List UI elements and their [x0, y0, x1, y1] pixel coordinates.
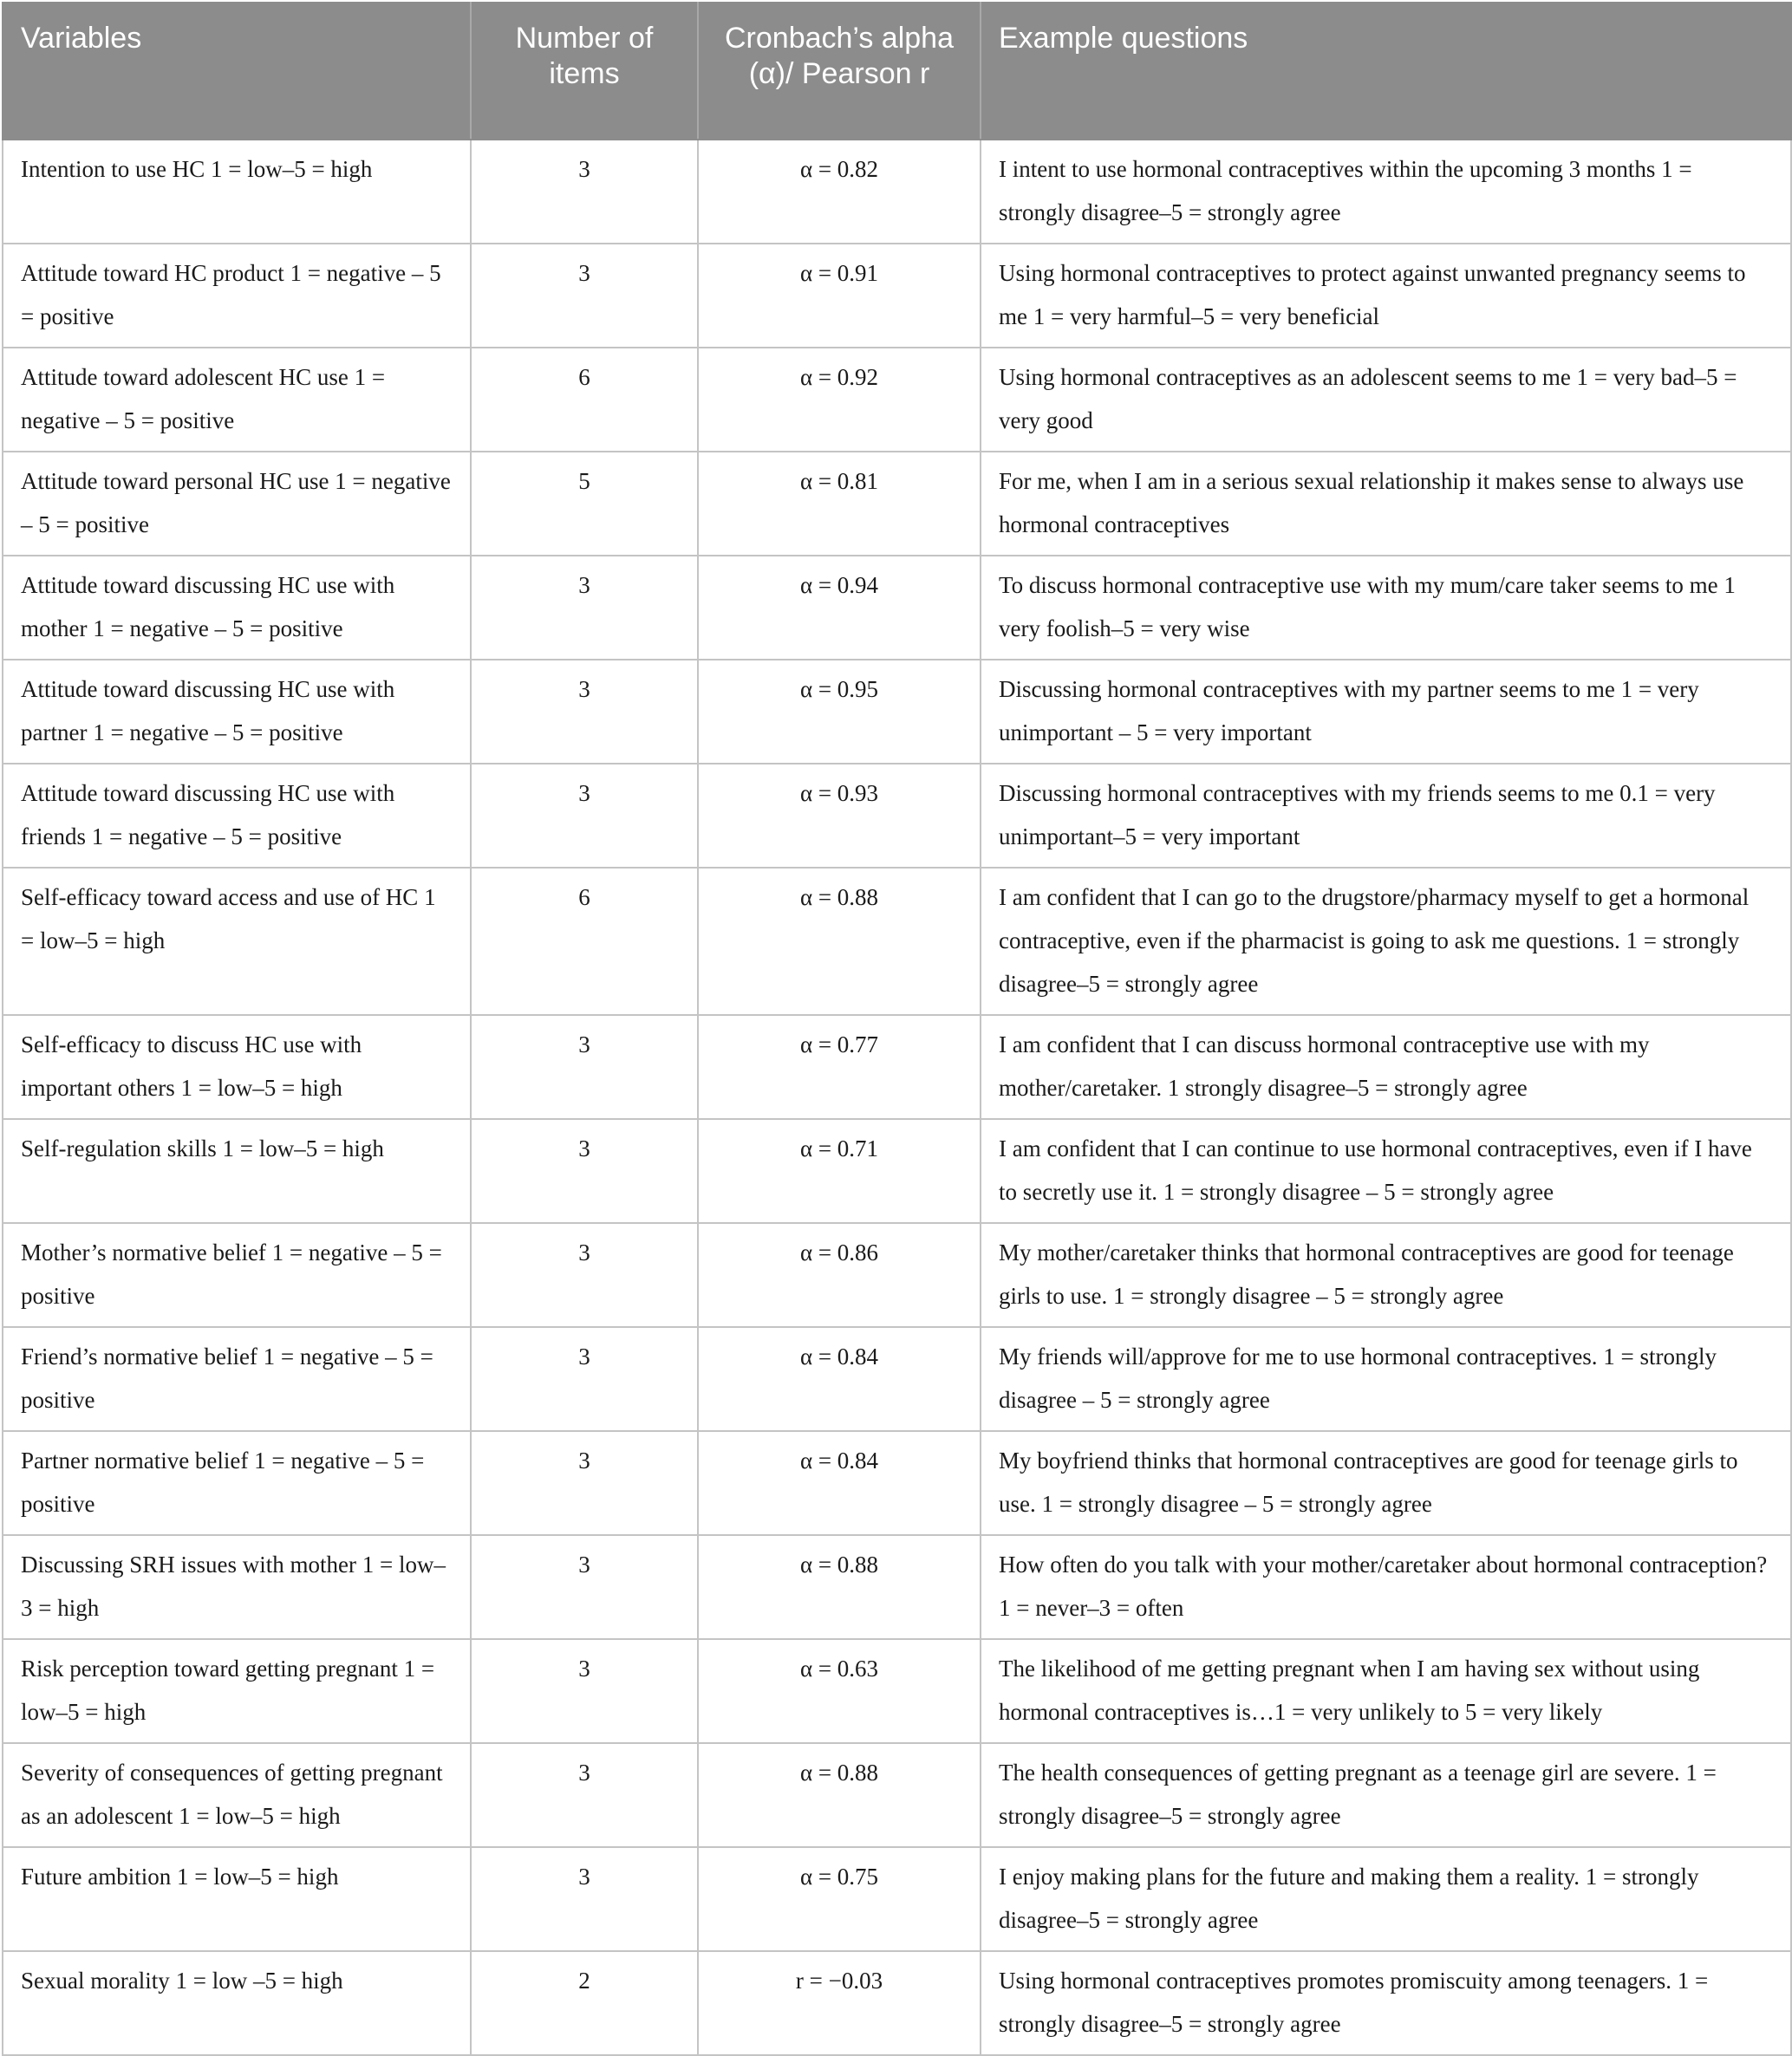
header-number-of-items: Number of items: [471, 3, 698, 140]
alpha-cell: α = 0.84: [698, 1431, 981, 1535]
table-row: [3, 452, 1791, 556]
table-row: [3, 244, 1791, 348]
table-row: [3, 140, 1791, 244]
table-row: [3, 1951, 1791, 2055]
table-row: [3, 1743, 1791, 1847]
alpha-cell: r = −0.03: [698, 1951, 981, 2055]
table-row: [3, 1015, 1791, 1119]
alpha-cell: α = 0.82: [698, 140, 981, 244]
measures-table: [2, 2, 1792, 2056]
items-cell: 3: [471, 1327, 698, 1431]
alpha-cell: α = 0.63: [698, 1639, 981, 1743]
table-row: [3, 764, 1791, 868]
question-cell: The likelihood of me getting pregnant when I am having sex without using hormonal contraceptives is…1 = very unlikely to 5 = very likely: [981, 1639, 1791, 1743]
alpha-cell: α = 0.95: [698, 660, 981, 764]
table-body: [3, 140, 1791, 2055]
alpha-cell: α = 0.93: [698, 764, 981, 868]
alpha-cell: α = 0.77: [698, 1015, 981, 1119]
items-cell: 3: [471, 1743, 698, 1847]
question-cell: I am confident that I can continue to use hormonal contraceptives, even if I have to secretly use it. 1 = strongly disagree – 5 = strongly agree: [981, 1119, 1791, 1223]
variable-cell: Severity of consequences of getting pregnant as an adolescent 1 = low–5 = high: [3, 1743, 471, 1847]
alpha-cell: α = 0.88: [698, 1743, 981, 1847]
items-cell: 6: [471, 348, 698, 452]
variable-cell: Risk perception toward getting pregnant 1 = low–5 = high: [3, 1639, 471, 1743]
items-cell: 3: [471, 1535, 698, 1639]
alpha-cell: α = 0.88: [698, 868, 981, 1015]
variable-cell: Self-efficacy toward access and use of HC 1 = low–5 = high: [3, 868, 471, 1015]
variable-cell: Partner normative belief 1 = negative – 5 = positive: [3, 1431, 471, 1535]
alpha-cell: α = 0.84: [698, 1327, 981, 1431]
variable-cell: Attitude toward adolescent HC use 1 = negative – 5 = positive: [3, 348, 471, 452]
variable-cell: Self-regulation skills 1 = low–5 = high: [3, 1119, 471, 1223]
question-cell: I intent to use hormonal contraceptives within the upcoming 3 months 1 = strongly disagree–5 = strongly agree: [981, 140, 1791, 244]
table-row: [3, 556, 1791, 660]
question-cell: How often do you talk with your mother/caretaker about hormonal contraception? 1 = never–3 = often: [981, 1535, 1791, 1639]
items-cell: 3: [471, 1119, 698, 1223]
variable-cell: Mother’s normative belief 1 = negative – 5 = positive: [3, 1223, 471, 1327]
table-row: [3, 868, 1791, 1015]
items-cell: 3: [471, 660, 698, 764]
header-variables: Variables: [3, 3, 471, 140]
header-cronbach-alpha: Cronbach’s alpha (α)/ Pearson r: [698, 3, 981, 140]
items-cell: 3: [471, 1847, 698, 1951]
variable-cell: Discussing SRH issues with mother 1 = low–3 = high: [3, 1535, 471, 1639]
variable-cell: Self-efficacy to discuss HC use with important others 1 = low–5 = high: [3, 1015, 471, 1119]
question-cell: I am confident that I can go to the drugstore/pharmacy myself to get a hormonal contraceptive, even if the pharmacist is going to ask me questions. 1 = strongly disagree–5 = strongly agree: [981, 868, 1791, 1015]
header-example-questions: Example questions: [981, 3, 1791, 140]
question-cell: To discuss hormonal contraceptive use with my mum/care taker seems to me 1 very foolish–5 = very wise: [981, 556, 1791, 660]
items-cell: 3: [471, 1639, 698, 1743]
variable-cell: Future ambition 1 = low–5 = high: [3, 1847, 471, 1951]
variable-cell: Attitude toward discussing HC use with mother 1 = negative – 5 = positive: [3, 556, 471, 660]
variable-cell: Attitude toward HC product 1 = negative – 5 = positive: [3, 244, 471, 348]
table-row: [3, 348, 1791, 452]
table-header: [3, 3, 1791, 140]
question-cell: Using hormonal contraceptives as an adolescent seems to me 1 = very bad–5 = very good: [981, 348, 1791, 452]
table-row: [3, 1847, 1791, 1951]
alpha-cell: α = 0.91: [698, 244, 981, 348]
items-cell: 3: [471, 244, 698, 348]
table-row: [3, 1119, 1791, 1223]
header-row: [3, 3, 1791, 140]
question-cell: I am confident that I can discuss hormonal contraceptive use with my mother/caretaker. 1 strongly disagree–5 = strongly agree: [981, 1015, 1791, 1119]
variable-cell: Attitude toward personal HC use 1 = negative – 5 = positive: [3, 452, 471, 556]
alpha-cell: α = 0.88: [698, 1535, 981, 1639]
question-cell: My mother/caretaker thinks that hormonal contraceptives are good for teenage girls to use. 1 = strongly disagree – 5 = strongly agree: [981, 1223, 1791, 1327]
question-cell: My boyfriend thinks that hormonal contraceptives are good for teenage girls to use. 1 = strongly disagree – 5 = strongly agree: [981, 1431, 1791, 1535]
question-cell: Using hormonal contraceptives promotes promiscuity among teenagers. 1 = strongly disagree–5 = strongly agree: [981, 1951, 1791, 2055]
items-cell: 3: [471, 1223, 698, 1327]
alpha-cell: α = 0.86: [698, 1223, 981, 1327]
items-cell: 3: [471, 556, 698, 660]
items-cell: 5: [471, 452, 698, 556]
items-cell: 6: [471, 868, 698, 1015]
question-cell: Using hormonal contraceptives to protect against unwanted pregnancy seems to me 1 = very harmful–5 = very beneficial: [981, 244, 1791, 348]
alpha-cell: α = 0.94: [698, 556, 981, 660]
variable-cell: Intention to use HC 1 = low–5 = high: [3, 140, 471, 244]
question-cell: Discussing hormonal contraceptives with my partner seems to me 1 = very unimportant – 5 = very important: [981, 660, 1791, 764]
items-cell: 2: [471, 1951, 698, 2055]
question-cell: I enjoy making plans for the future and making them a reality. 1 = strongly disagree–5 = strongly agree: [981, 1847, 1791, 1951]
items-cell: 3: [471, 764, 698, 868]
question-cell: The health consequences of getting pregnant as a teenage girl are severe. 1 = strongly disagree–5 = strongly agree: [981, 1743, 1791, 1847]
variable-cell: Sexual morality 1 = low –5 = high: [3, 1951, 471, 2055]
alpha-cell: α = 0.75: [698, 1847, 981, 1951]
table-row: [3, 1223, 1791, 1327]
alpha-cell: α = 0.81: [698, 452, 981, 556]
question-cell: My friends will/approve for me to use hormonal contraceptives. 1 = strongly disagree – 5 = strongly agree: [981, 1327, 1791, 1431]
table-row: [3, 660, 1791, 764]
items-cell: 3: [471, 1015, 698, 1119]
items-cell: 3: [471, 140, 698, 244]
table-row: [3, 1327, 1791, 1431]
table-row: [3, 1535, 1791, 1639]
items-cell: 3: [471, 1431, 698, 1535]
variable-cell: Friend’s normative belief 1 = negative – 5 = positive: [3, 1327, 471, 1431]
question-cell: For me, when I am in a serious sexual relationship it makes sense to always use hormonal contraceptives: [981, 452, 1791, 556]
table-row: [3, 1639, 1791, 1743]
variable-cell: Attitude toward discussing HC use with friends 1 = negative – 5 = positive: [3, 764, 471, 868]
alpha-cell: α = 0.92: [698, 348, 981, 452]
variable-cell: Attitude toward discussing HC use with partner 1 = negative – 5 = positive: [3, 660, 471, 764]
question-cell: Discussing hormonal contraceptives with my friends seems to me 0.1 = very unimportant–5 = very important: [981, 764, 1791, 868]
table-row: [3, 1431, 1791, 1535]
alpha-cell: α = 0.71: [698, 1119, 981, 1223]
